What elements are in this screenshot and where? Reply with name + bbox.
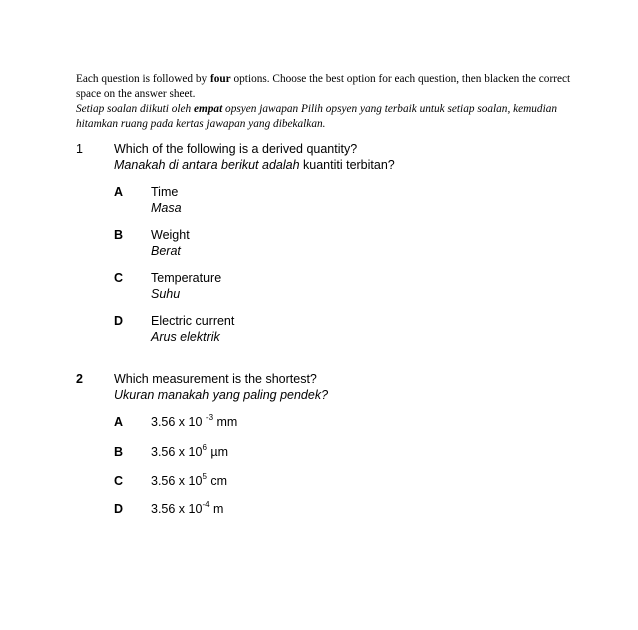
option-letter: D [114, 314, 124, 328]
option-value: 3.56 x 10 $^{-3}$ mm [151, 413, 238, 429]
question-text [114, 142, 395, 173]
option-malay: Suhu [151, 286, 181, 301]
option-malay: Berat [151, 243, 181, 258]
instructions [76, 72, 576, 132]
question-text-malay: Manakah di antara berikut adalah kuantiti terbitan? [114, 157, 395, 172]
option-english: Temperature [151, 271, 222, 285]
exponent: -4 [202, 500, 210, 509]
question-text-malay: Ukuran manakah yang paling pendek? [114, 387, 329, 402]
option-english: Electric current [151, 314, 235, 328]
option-malay: Arus elektrik [151, 329, 220, 344]
option-letter: D [114, 502, 124, 516]
question-number: 1 [76, 142, 83, 156]
option-letter: A [114, 415, 124, 429]
question-text-english: Which of the following is a derived quantity? [114, 142, 358, 156]
exponent: 5 [202, 472, 207, 481]
option-english: Weight [151, 228, 190, 242]
option-letter: B [114, 228, 124, 242]
exponent: -3 [205, 413, 214, 422]
option-value: 3.56 x $10^{-4}$ m [151, 500, 224, 516]
instructions-malay: Setiap soalan diikuti oleh empat opsyen jawapan Pilih opsyen yang terbaik untuk setiap soalan, kemudian hitamkan ruang pada kertas jawapan yang dibekalkan. [76, 103, 558, 130]
exponent: 6 [202, 443, 207, 452]
option-letter: C [114, 474, 124, 488]
question-text-english: Which measurement is the shortest? [114, 372, 317, 386]
option-letter: A [114, 185, 124, 199]
option-letter: C [114, 271, 124, 285]
question-number: 2 [76, 372, 83, 386]
instructions-malay-emphasis: empat [193, 103, 223, 115]
option-value: 3.56 x $10^6$ µm [151, 443, 228, 459]
option-value: 3.56 x $10^5$ cm [151, 472, 228, 488]
instructions-english-emphasis: four [209, 73, 231, 85]
question-text [114, 372, 328, 403]
option-english: Time [151, 185, 179, 199]
option-malay: Masa [151, 200, 182, 215]
option-letter: B [114, 445, 124, 459]
instructions-english: Each question is followed by four options. Choose the best option for each question, then blacken the correct space on the answer sheet. [76, 73, 571, 100]
